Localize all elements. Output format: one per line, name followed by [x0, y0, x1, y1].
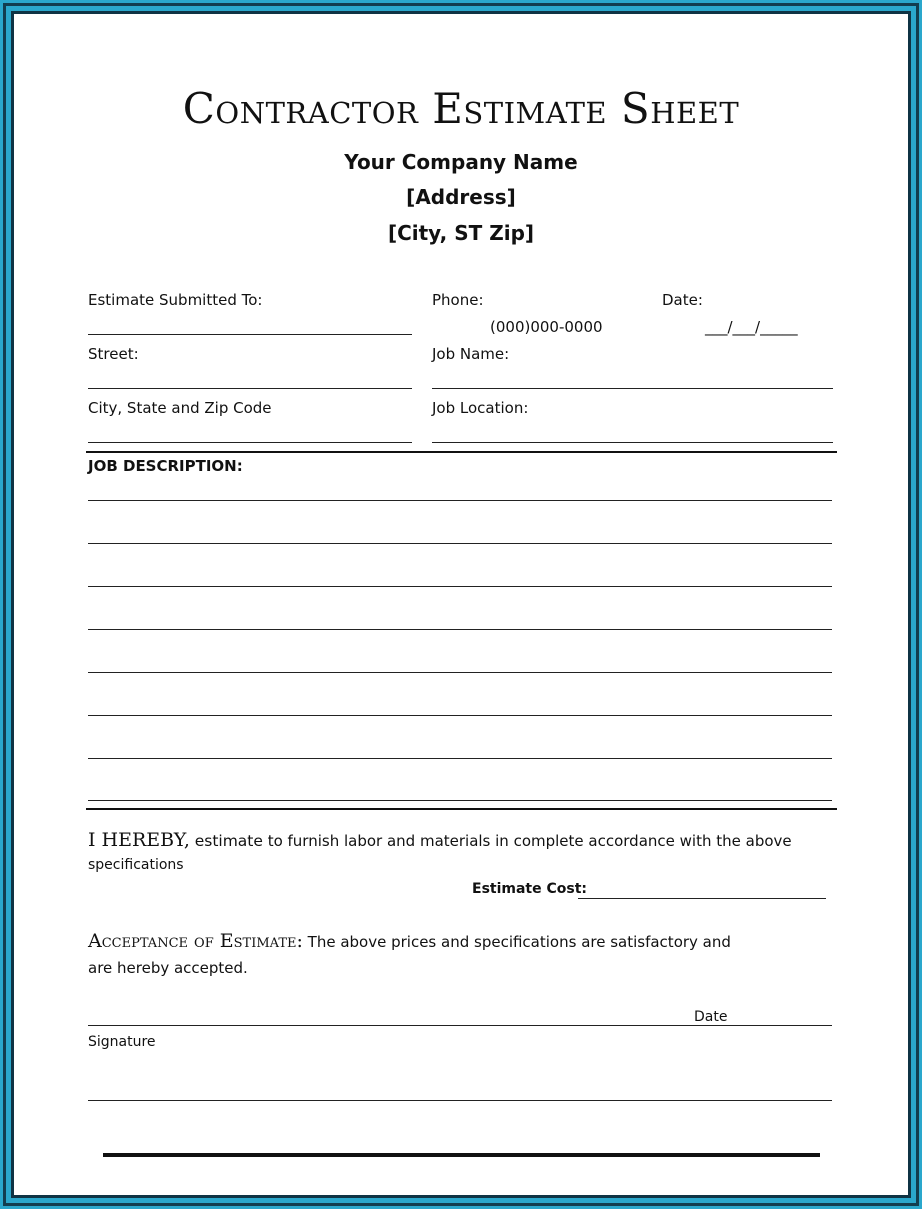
hereby-text-2: specifications [88, 857, 184, 873]
acceptance-lead: Acceptance of Estimate: [88, 930, 303, 952]
city-state-zip-field[interactable] [88, 442, 412, 443]
job-name-label: Job Name: [432, 345, 510, 363]
job-description-line[interactable] [88, 800, 832, 801]
hereby-lead: I HEREBY, [88, 829, 190, 851]
job-description-line[interactable] [88, 629, 832, 630]
date-value[interactable]: ___/___/_____ [705, 318, 798, 336]
acceptance-text: The above prices and specifications are satisfactory and [302, 933, 731, 951]
hereby-lead-word: estimate [194, 832, 263, 850]
section-divider [86, 808, 837, 810]
job-description-line[interactable] [88, 672, 832, 673]
submitted-to-label: Estimate Submitted To: [88, 291, 263, 309]
city-state-zip-label: City, State and Zip Code [88, 399, 272, 417]
job-name-field[interactable] [432, 388, 833, 389]
job-description-line[interactable] [88, 758, 832, 759]
job-description-line[interactable] [88, 586, 832, 587]
acceptance-text-2: are hereby accepted. [88, 959, 248, 977]
page-title: Contractor Estimate Sheet [182, 84, 740, 133]
job-location-label: Job Location: [432, 399, 529, 417]
estimate-cost-label: Estimate Cost: [472, 881, 588, 897]
job-description-line[interactable] [88, 715, 832, 716]
hereby-text: to furnish labor and materials in complete accordance with the above [262, 832, 792, 850]
date-label-2: Date [694, 1009, 728, 1025]
signature-field[interactable] [88, 1025, 832, 1026]
estimate-cost-field[interactable] [578, 898, 826, 899]
hereby-statement [88, 829, 792, 851]
footer-rule [103, 1153, 820, 1157]
section-divider [86, 451, 837, 453]
phone-value[interactable]: (000)000-0000 [490, 318, 603, 336]
job-description-line[interactable] [88, 543, 832, 544]
submitted-to-field[interactable] [88, 334, 412, 335]
job-location-field[interactable] [432, 442, 833, 443]
signature-line-2[interactable] [88, 1100, 832, 1101]
company-city: [City, ST Zip] [387, 221, 535, 245]
acceptance-statement [88, 930, 731, 952]
company-address: [Address] [406, 185, 516, 209]
street-field[interactable] [88, 388, 412, 389]
job-description-label: JOB DESCRIPTION: [88, 457, 243, 475]
street-label: Street: [88, 345, 139, 363]
phone-label: Phone: [432, 291, 484, 309]
company-name: Your Company Name [344, 150, 578, 174]
signature-label: Signature [88, 1034, 156, 1050]
date-label: Date: [662, 291, 703, 309]
job-description-line[interactable] [88, 500, 832, 501]
